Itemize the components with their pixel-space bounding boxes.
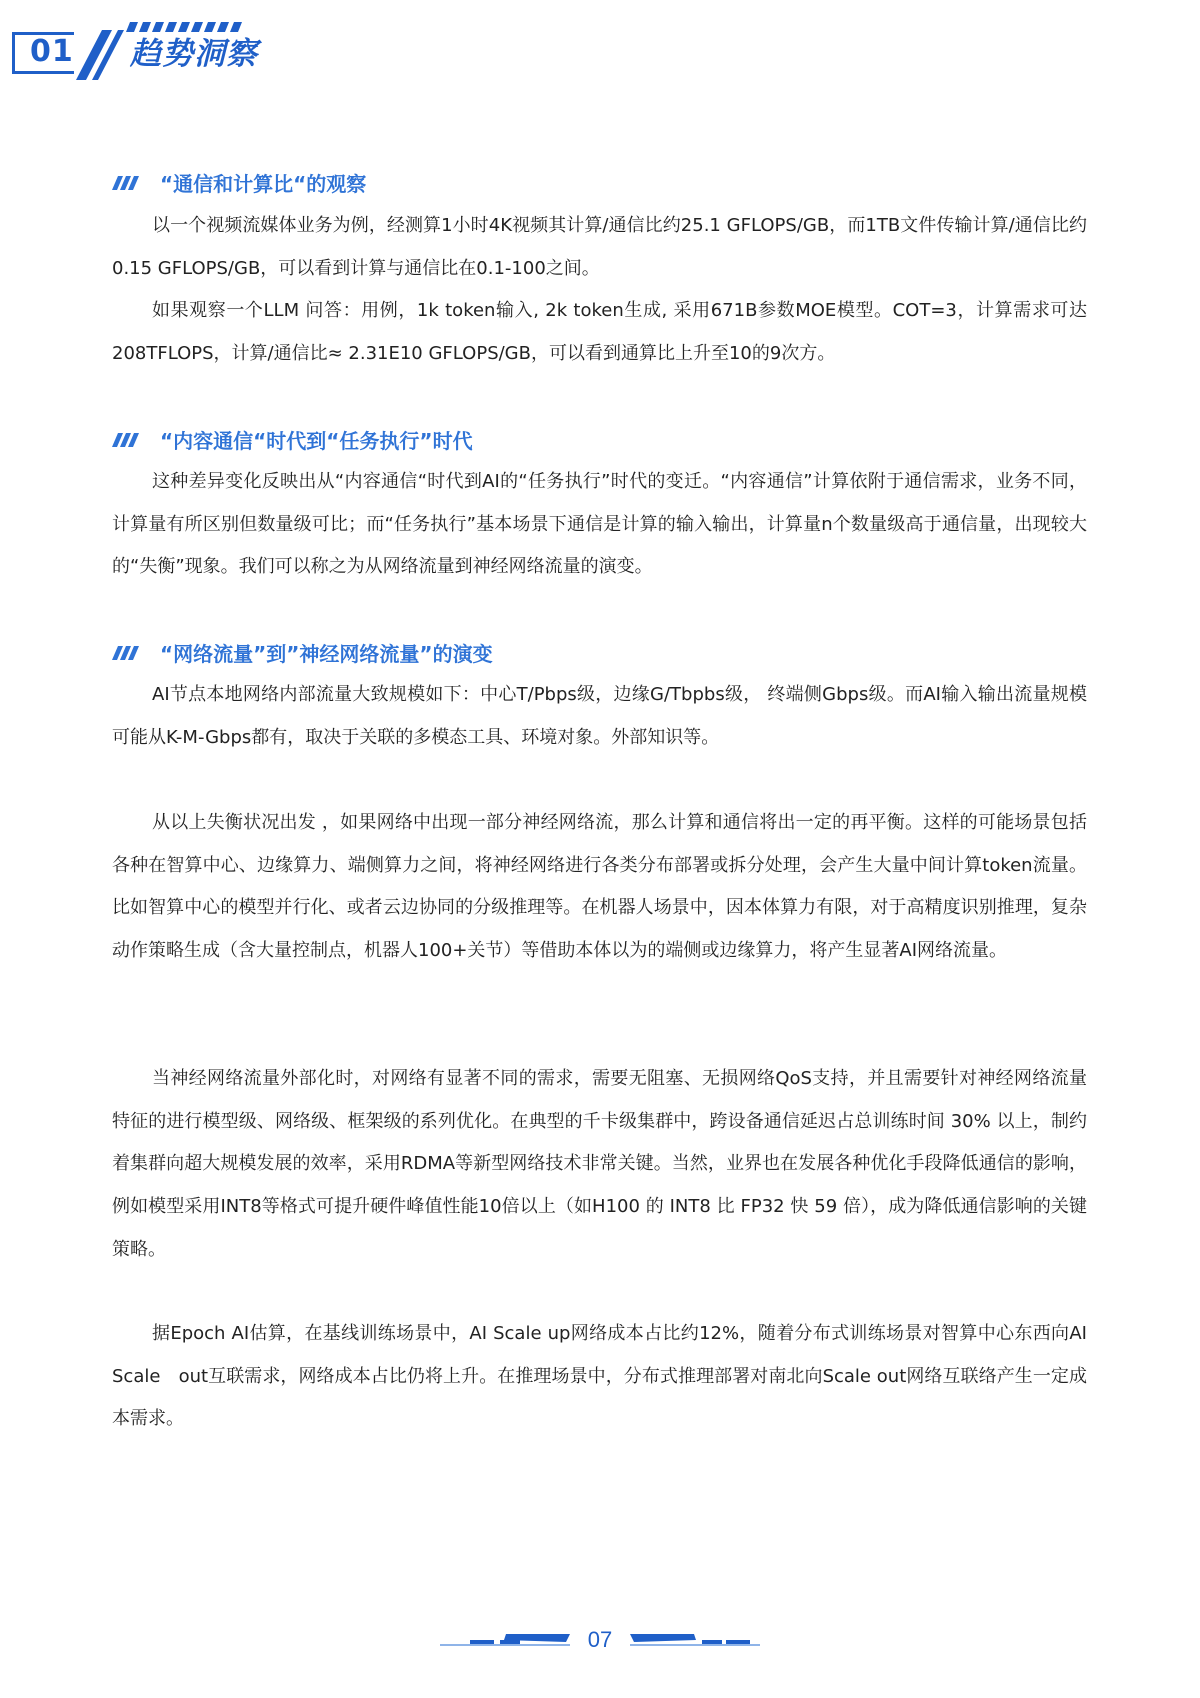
section-title [112,425,473,454]
page-footer [0,1620,1200,1660]
paragraph: 如果观察一个LLM 问答：用例，1k token输入, 2k token生成, 采用671B参数MOE模型。COT=3，计算需求可达208TFLOPS，计算/通信比≈ 2.31E10 GFLOPS/GB，可以看到通算比上升至10的9次方。 [112,300,1087,364]
triple-slash-icon [112,175,140,191]
paragraph: 以一个视频流媒体业务为例，经测算1小时4K视频其计算/通信比约25.1 GFLOPS/GB，而1TB文件传输计算/通信比约 0.15 GFLOPS/GB，可以看到计算与通信比在0.1-100之间。 [112,215,1087,279]
paragraph: 从以上失衡状况出发 ，如果网络中出现一部分神经网络流，那么计算和通信将出一定的再平衡。这样的可能场景包括各种在智算中心、边缘算力、端侧算力之间，将神经网络进行各类分布部署或拆分处理，会产生大量中间计算token流量。比如智算中心的模型并行化、或者云边协同的分级推理等。在机器人场景中，因本体算力有限，对于高精度识别推理，复杂动作策略生成（含大量控制点，机器人100+关节）等借助本体以为的端侧或边缘算力，将产生显著AI网络流量。 [112,812,1087,962]
paragraph: AI节点本地网络内部流量大致规模如下：中心T/Pbps级，边缘G/Tbpbs级， 终端侧Gbps级。而AI输入输出流量规模可能从K-M-Gbps都有，取决于关联的多模态工具、环境对象。外部知识等。 [112,684,1087,748]
header-slash-decoration [72,24,128,84]
header-stripe-decoration [126,22,246,34]
triple-slash-icon [112,432,140,448]
section-title-text: “通信和计算比“的观察 [160,172,367,196]
chapter-header [12,20,312,80]
page-number: 07 [587,1627,613,1652]
triple-slash-icon [112,645,140,661]
paragraph: 据Epoch AI估算，在基线训练场景中，AI Scale up网络成本占比约12%，随着分布式训练场景对智算中心东西向AI Scale out互联需求，网络成本占比仍将上升。在推理场景中，分布式推理部署对南北向Scale out网络互联络产生一定成本需求。 [112,1323,1105,1430]
paragraph: 这种差异变化反映出从“内容通信“时代到AI的“任务执行”时代的变迁。“内容通信”计算依附于通信需求，业务不同，计算量有所区别但数量级可比；而“任务执行”基本场景下通信是计算的输入输出，计算量n个数量级高于通信量，出现较大的“失衡”现象。我们可以称之为从网络流量到神经网络流量的演变。 [112,471,1087,578]
section-title [112,168,366,197]
footer-left-ornament [440,1630,570,1650]
chapter-title: 趋势洞察 [130,36,258,72]
paragraph: 当神经网络流量外部化时，对网络有显著不同的需求，需要无阻塞、无损网络QoS支持，并且需要针对神经网络流量特征的进行模型级、网络级、框架级的系列优化。在典型的千卡级集群中，跨设备通信延迟占总训练时间 30% 以上，制约着集群向超大规模发展的效率，采用RDMA等新型网络技术非常关键。当然，业界也在发展各种优化手段降低通信的影响，例如模型采用INT8等格式可提升硬件峰值性能10倍以上（如H100 的 INT8 比 FP32 快 59 倍），成为降低通信影响的关键策略。 [112,1068,1087,1260]
footer-right-ornament [630,1630,760,1650]
chapter-number: 01 [30,34,74,69]
section-title-text: “内容通信“时代到“任务执行”时代 [160,429,473,453]
section-title [112,638,493,667]
section-title-text: “网络流量”到”神经网络流量”的演变 [160,642,493,666]
